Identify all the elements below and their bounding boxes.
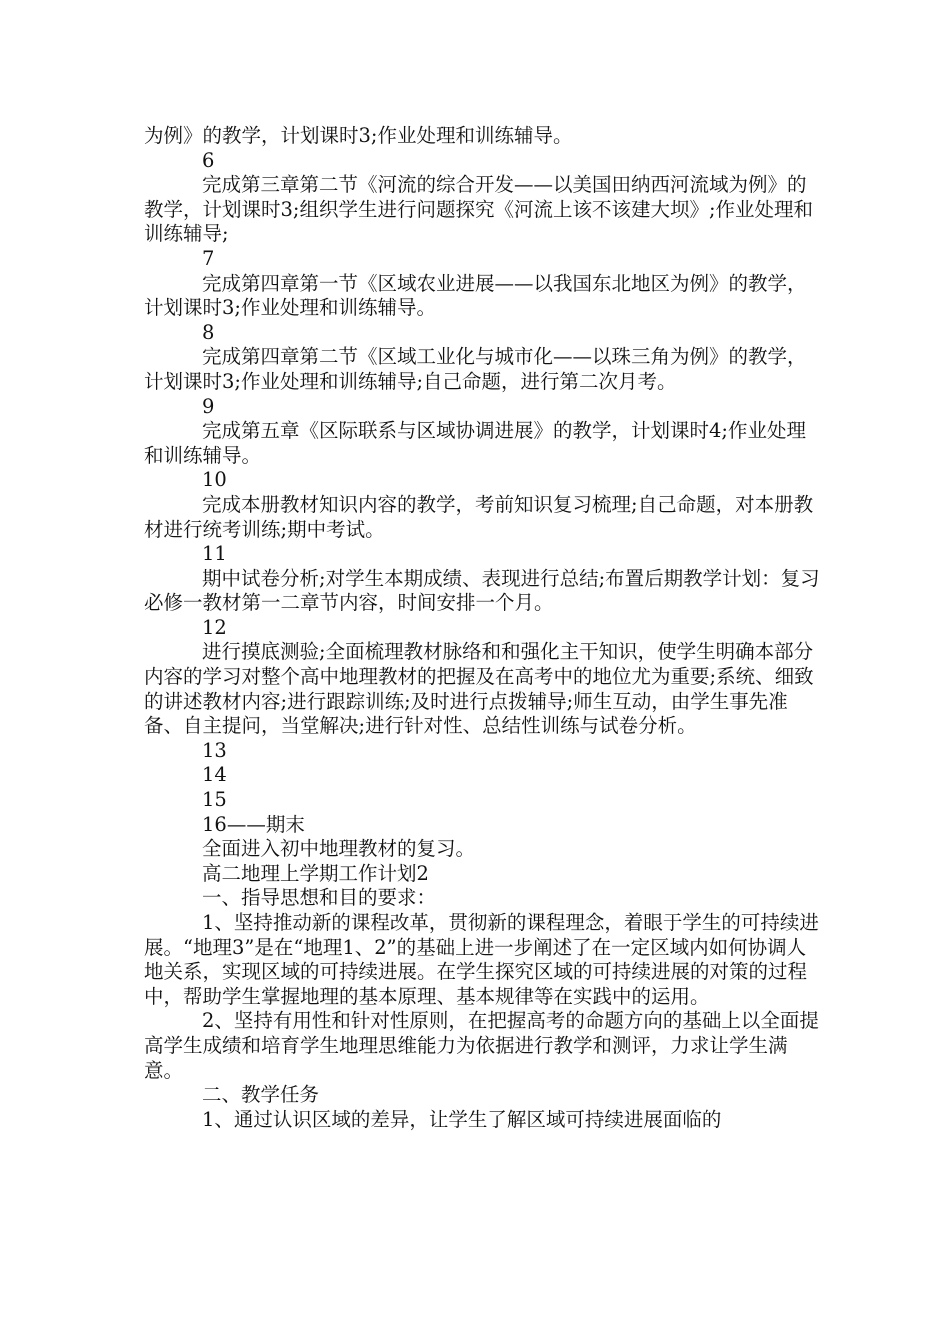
week-plan-paragraph: 期中试卷分析;对学生本期成绩、表现进行总结;布置后期教学计划：复习必修一教材第一二章节内容，时间安排一个月。 <box>144 566 820 615</box>
week-number: 16——期末 <box>202 812 305 836</box>
week-number: 13 <box>202 738 227 762</box>
week-number: 11 <box>202 542 227 566</box>
week-number: 7 <box>202 246 215 270</box>
week-plan-paragraph: 完成第三章第二节《河流的综合开发——以美国田纳西河流域为例》的教学，计划课时3;组织学生进行问题探究《河流上该不该建大坝》;作业处理和训练辅导; <box>144 173 814 246</box>
week-number: 10 <box>202 468 227 492</box>
week-plan-paragraph: 完成第五章《区际联系与区域协调进展》的教学，计划课时4;作业处理和训练辅导。 <box>144 419 806 467</box>
section-heading: 一、指导思想和目的要求： <box>202 886 437 910</box>
document-page <box>144 124 824 1132</box>
week-plan-paragraph: 完成第四章第一节《区域农业进展——以我国东北地区为例》的教学，计划课时3;作业处理和训练辅导。 <box>144 271 807 320</box>
week-number: 14 <box>202 763 227 787</box>
body-paragraph: 2、坚持有用性和针对性原则，在把握高考的命题方向的基础上以全面提高学生成绩和培育学生地理思维能力为依据进行教学和测评，力求让学生满意。 <box>144 1009 819 1082</box>
section-heading: 二、教学任务 <box>202 1083 320 1107</box>
week-number: 15 <box>202 788 227 812</box>
body-paragraph: 1、通过认识区域的差异，让学生了解区域可持续进展面临的 <box>202 1107 722 1131</box>
section-title: 高二地理上学期工作计划2 <box>202 861 429 885</box>
week-plan-paragraph: 进行摸底测验;全面梳理教材脉络和和强化主干知识，使学生明确本部分内容的学习对整个高中地理教材的把握及在高考中的地位尤为重要;系统、细致的讲述教材内容;进行跟踪训练;及时进行点拨辅导;师生互动，由学生事先准备、自主提问，当堂解决;进行针对性、总结性训练与试卷分析。 <box>144 640 814 738</box>
week-plan-paragraph: 完成第四章第二节《区域工业化与城市化——以珠三角为例》的教学，计划课时3;作业处理和训练辅导;自己命题，进行第二次月考。 <box>144 345 807 393</box>
week-plan-line: 全面进入初中地理教材的复习。 <box>202 837 476 861</box>
body-paragraph: 1、坚持推动新的课程改革，贯彻新的课程理念，着眼于学生的可持续进展。“地理3”是在“地理1、2”的基础上进一步阐述了在一定区域内如何协调人地关系，实现区域的可持续进展。在学生探究区域的可持续进展的对策的过程中，帮助学生掌握地理的基本原理、基本规律等在实践中的运用。 <box>144 911 819 1008</box>
week-plan-paragraph: 完成本册教材知识内容的教学，考前知识复习梳理;自己命题，对本册教材进行统考训练;期中考试。 <box>144 492 814 541</box>
week-number: 8 <box>202 320 215 344</box>
week-number: 6 <box>202 148 215 172</box>
week-number: 9 <box>202 394 215 418</box>
week-number: 12 <box>202 615 227 639</box>
text-line: 为例》的教学，计划课时3;作业处理和训练辅导。 <box>144 124 573 147</box>
